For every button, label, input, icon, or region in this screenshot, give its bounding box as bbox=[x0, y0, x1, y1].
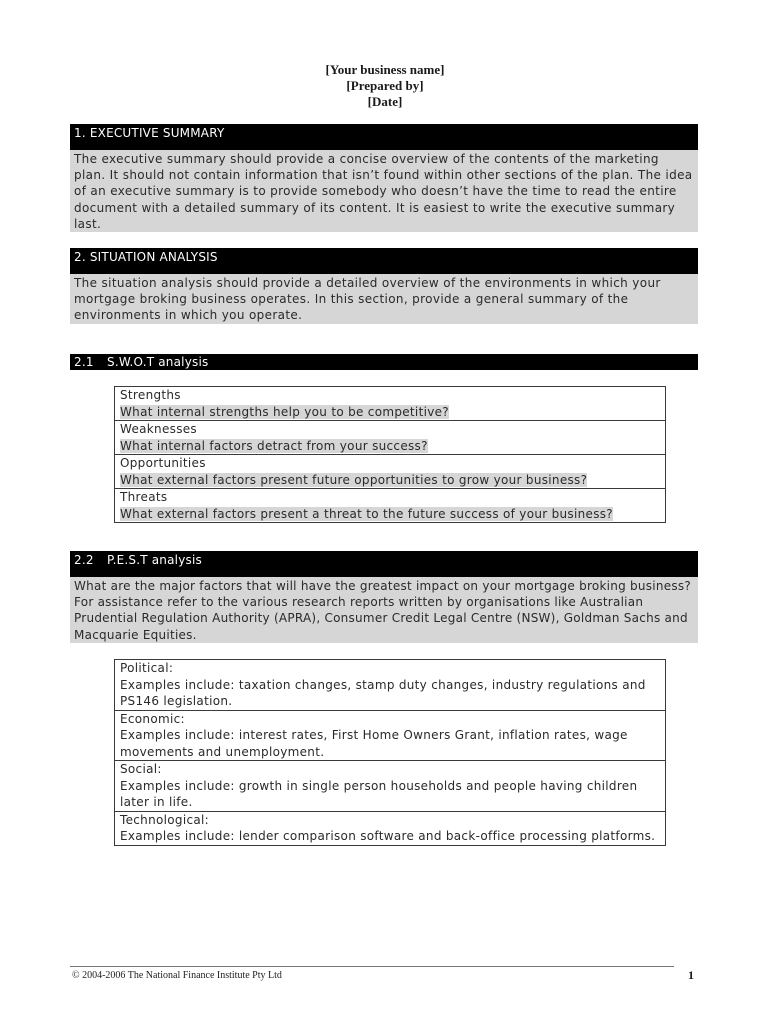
swot-number: 2.1 bbox=[74, 355, 94, 369]
pest-heading bbox=[70, 551, 698, 577]
swot-row-heading: Weaknesses bbox=[120, 422, 197, 436]
swot-heading bbox=[70, 354, 698, 370]
executive-summary-heading: 1. EXECUTIVE SUMMARY bbox=[70, 124, 698, 150]
pest-row-social bbox=[115, 761, 665, 812]
page-number: 1 bbox=[688, 968, 694, 982]
swot-row-strengths bbox=[115, 387, 665, 421]
swot-row-threats bbox=[115, 489, 665, 522]
pest-row-heading: Economic: bbox=[120, 711, 185, 726]
pest-intro: What are the major factors that will have the greatest impact on your mortgage broking business? For assistance refer to the various research reports written by organisations like Australian Prudential Regulation Authority (APRA), Consumer Credit Legal Centre (NSW), Goldman Sachs and Macquarie Equities. bbox=[70, 577, 698, 643]
footer-copyright: © 2004-2006 The National Finance Institute Pty Ltd bbox=[72, 970, 282, 981]
swot-row-prompt: What external factors present future opportunities to grow your business? bbox=[120, 472, 588, 487]
pest-row-body: Examples include: lender comparison software and back-office processing platforms. bbox=[120, 829, 656, 843]
swot-row-prompt: What external factors present a threat to the future success of your business? bbox=[120, 506, 613, 521]
footer-divider bbox=[70, 966, 674, 967]
executive-summary-body: The executive summary should provide a concise overview of the contents of the marketing plan. It should not contain information that isn’t found within other sections of the plan. The idea of an executive summary is to provide somebody who doesn’t have the time to read the entire document with a detailed summary of its content. It is easiest to write the executive summary last. bbox=[70, 150, 698, 232]
swot-row-prompt: What internal strengths help you to be competitive? bbox=[120, 404, 449, 419]
situation-analysis-heading: 2. SITUATION ANALYSIS bbox=[70, 248, 698, 274]
pest-row-body: Examples include: taxation changes, stamp duty changes, industry regulations and PS146 legislation. bbox=[120, 677, 646, 708]
swot-title: S.W.O.T analysis bbox=[107, 355, 209, 369]
pest-row-body: Examples include: interest rates, First Home Owners Grant, inflation rates, wage movements and unemployment. bbox=[120, 728, 628, 759]
swot-row-heading: Strengths bbox=[120, 388, 181, 402]
swot-row-opportunities bbox=[115, 455, 665, 489]
pest-row-economic bbox=[115, 711, 665, 762]
pest-row-heading: Technological: bbox=[120, 812, 209, 827]
pest-table bbox=[114, 659, 666, 846]
pest-row-political bbox=[115, 660, 665, 711]
swot-row-prompt: What internal factors detract from your success? bbox=[120, 438, 428, 453]
pest-row-heading: Political: bbox=[120, 661, 174, 675]
business-name: [Your business name] bbox=[325, 62, 445, 77]
pest-row-technological bbox=[115, 812, 665, 845]
swot-table bbox=[114, 386, 666, 523]
swot-row-heading: Threats bbox=[120, 490, 168, 504]
situation-analysis-body: The situation analysis should provide a detailed overview of the environments in which your mortgage broking business operates. In this section, provide a general summary of the environments in which you operate. bbox=[70, 274, 698, 324]
swot-row-weaknesses bbox=[115, 421, 665, 455]
pest-row-body: Examples include: growth in single person households and people having children later in life. bbox=[120, 778, 638, 809]
document-date: [Date] bbox=[367, 94, 403, 109]
prepared-by: [Prepared by] bbox=[346, 78, 424, 93]
swot-row-heading: Opportunities bbox=[120, 456, 206, 470]
pest-number: 2.2 bbox=[74, 553, 94, 567]
pest-title: P.E.S.T analysis bbox=[107, 553, 202, 567]
pest-row-heading: Social: bbox=[120, 762, 162, 776]
